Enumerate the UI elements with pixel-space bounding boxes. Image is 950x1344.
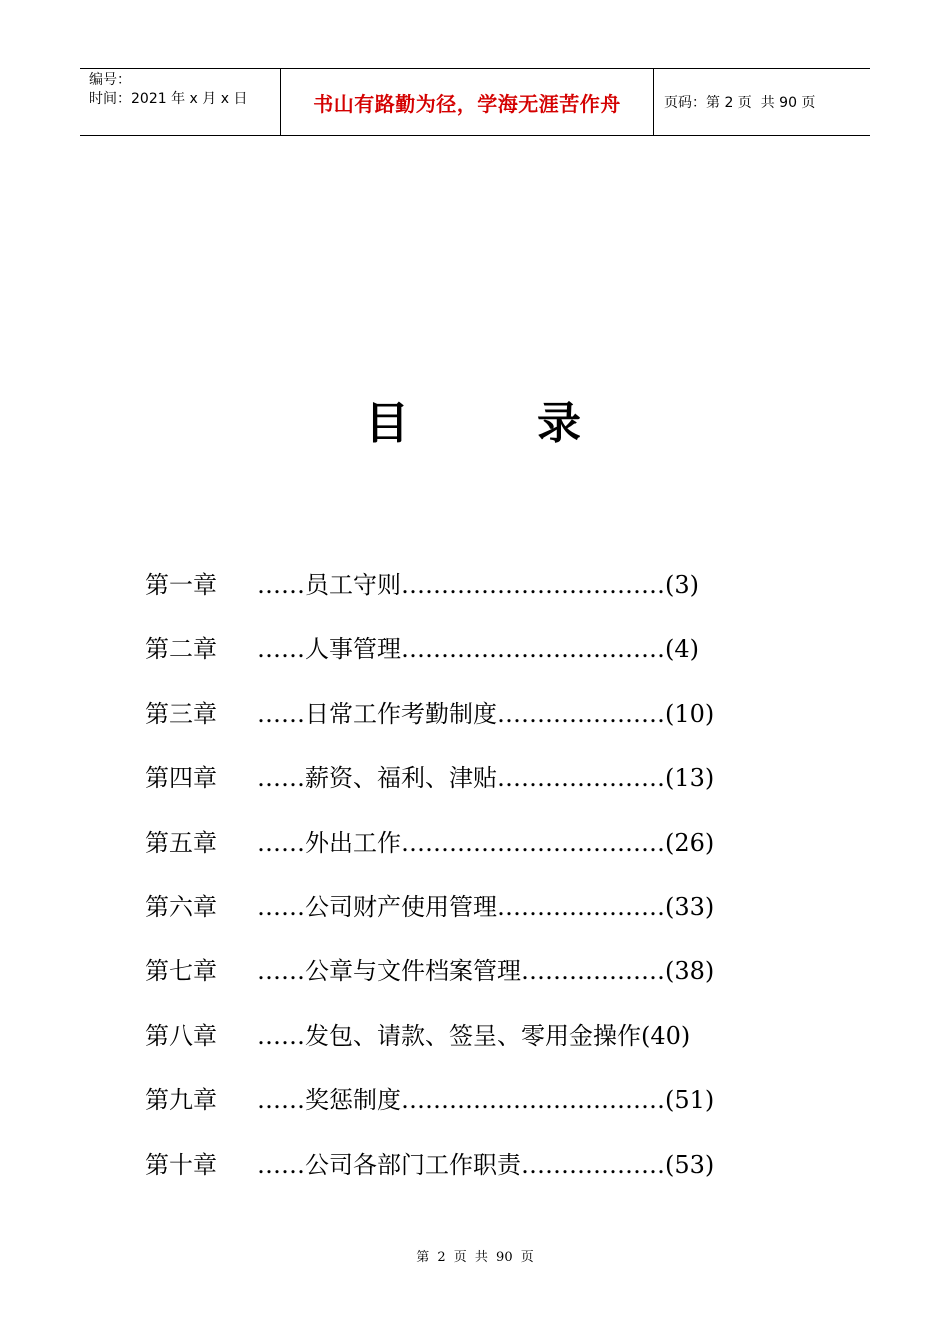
toc-row[interactable] <box>145 759 765 823</box>
toc-entry: ……公章与文件档案管理………………(38) <box>257 957 715 986</box>
toc-chapter: 第四章 <box>145 764 217 793</box>
footer-page-number: 第 2 页 共 90 页 <box>416 1250 534 1265</box>
toc-entry: ……外出工作……………………………(26) <box>257 828 715 857</box>
toc-chapter: 第九章 <box>145 1086 217 1115</box>
header-page-cell <box>654 69 870 135</box>
toc-entry: ……人事管理……………………………(4) <box>257 635 699 664</box>
header-page-info: 页码：第 2 页 共 90 页 <box>664 95 816 111</box>
header-motto-cell <box>281 69 654 135</box>
toc-chapter: 第三章 <box>145 699 217 728</box>
toc-entry: ……日常工作考勤制度…………………(10) <box>257 699 715 728</box>
toc-chapter: 第七章 <box>145 957 217 986</box>
toc-row[interactable] <box>145 1017 765 1081</box>
header-meta-cell <box>80 69 281 135</box>
toc-row[interactable] <box>145 566 765 630</box>
toc-chapter: 第八章 <box>145 1021 217 1050</box>
toc-row[interactable] <box>145 695 765 759</box>
toc-row[interactable] <box>145 888 765 952</box>
toc-entry: ……奖惩制度……………………………(51) <box>257 1086 715 1115</box>
toc-chapter: 第一章 <box>145 571 217 599</box>
document-time-label: 时间：2021 年 x 月 x 日 <box>89 91 248 107</box>
document-number-label: 编号： <box>89 72 131 88</box>
toc-chapter: 第五章 <box>145 828 217 857</box>
toc-chapter: 第六章 <box>145 892 217 921</box>
document-header <box>80 68 870 136</box>
toc-entry: ……薪资、福利、津贴…………………(13) <box>257 764 715 793</box>
header-motto: 书山有路勤为径，学海无涯苦作舟 <box>313 91 621 116</box>
page-footer <box>0 1246 950 1265</box>
toc-row[interactable] <box>145 630 765 694</box>
title-char-1: 目 <box>365 398 409 449</box>
toc-row[interactable] <box>145 952 765 1016</box>
title-char-2: 录 <box>537 398 581 449</box>
table-of-contents <box>145 566 765 1210</box>
toc-entry: ……公司财产使用管理…………………(33) <box>257 892 715 921</box>
toc-chapter: 第十章 <box>145 1150 217 1179</box>
toc-entry: ……公司各部门工作职责………………(53) <box>257 1150 715 1179</box>
toc-row[interactable] <box>145 824 765 888</box>
toc-entry: ……员工守则……………………………(3) <box>257 571 699 599</box>
toc-chapter: 第二章 <box>145 635 217 664</box>
toc-row[interactable] <box>145 1081 765 1145</box>
toc-row[interactable] <box>145 1146 765 1210</box>
toc-entry: ……发包、请款、签呈、零用金操作(40) <box>257 1021 691 1050</box>
page-title <box>0 398 950 450</box>
